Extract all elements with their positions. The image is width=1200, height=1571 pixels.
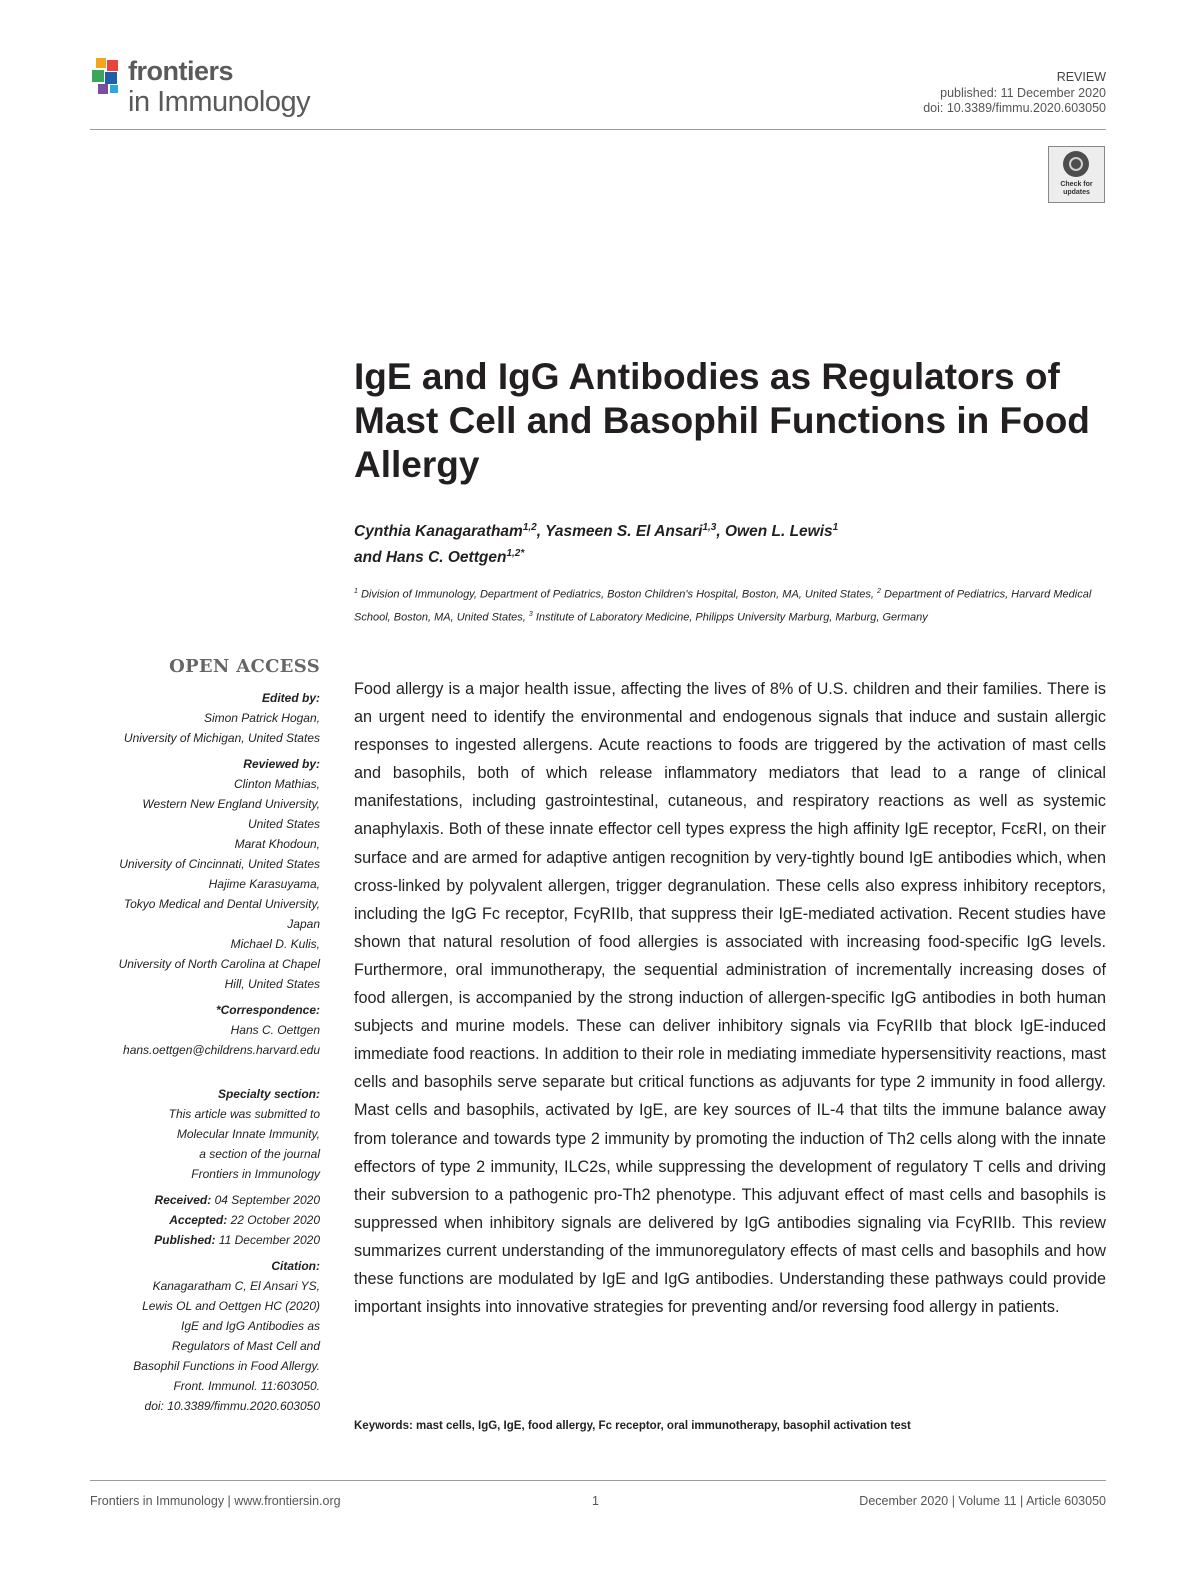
reviewer-line: Western New England University, (142, 797, 320, 811)
affiliation-text: Department of Pediatrics, Harvard Medical School, Boston, MA, United States, (354, 588, 1092, 624)
reviewer-line: Hajime Karasuyama, (208, 877, 320, 891)
author-aff: 1,2 (522, 522, 537, 533)
header-divider (90, 129, 1106, 130)
logo-brand: frontiers (128, 56, 234, 86)
edited-by-label: Edited by: (261, 691, 320, 705)
reviewer-line: Clinton Mathias, (233, 777, 320, 791)
author-name[interactable]: Owen L. Lewis (724, 523, 833, 541)
received-label: Received: (154, 1193, 212, 1207)
author-sep: , (716, 523, 725, 541)
reviewer-line: Hill, United States (224, 977, 320, 991)
logo-journal: in Immunology (128, 86, 311, 118)
correspondence-label: *Correspondence: (215, 1003, 320, 1017)
author-sep: , (536, 523, 546, 541)
article-meta (923, 70, 1106, 117)
article-sidebar (80, 656, 320, 1416)
published-value: 11 December 2020 (218, 1233, 320, 1247)
footer-issue-info: December 2020 | Volume 11 | Article 603050 (859, 1494, 1106, 1508)
editor-line: University of Michigan, United States (123, 731, 320, 745)
published-date: published: 11 December 2020 (940, 85, 1106, 100)
affiliation-text: Institute of Laboratory Medicine, Philipps University Marburg, Marburg, Germany (535, 611, 928, 624)
specialty-line: This article was submitted to (168, 1107, 320, 1121)
specialty-label: Specialty section: (217, 1087, 320, 1101)
received-date (80, 1190, 320, 1210)
author-name[interactable]: Yasmeen S. El Ansari (545, 523, 703, 541)
reviewer-line: University of Cincinnati, United States (119, 857, 320, 871)
footer-divider (90, 1480, 1106, 1481)
affiliation-number: 2 (877, 588, 881, 595)
citation-line: IgE and IgG Antibodies as (181, 1319, 320, 1333)
specialty-line: Frontiers in Immunology (191, 1167, 320, 1181)
specialty-line: a section of the journal (199, 1147, 320, 1161)
accepted-date (80, 1210, 320, 1230)
reviewer-line: Japan (287, 917, 320, 931)
published-date-sidebar (80, 1230, 320, 1250)
reviewer-line: University of North Carolina at Chapel (118, 957, 320, 971)
reviewer-line: United States (247, 817, 320, 831)
check-updates-icon (1063, 151, 1089, 177)
author-aff: 1,3 (702, 522, 717, 533)
author-name[interactable]: and Hans C. Oettgen (354, 549, 507, 567)
article-type: REVIEW (1056, 70, 1106, 84)
reviewer-line: Marat Khodoun, (234, 837, 320, 851)
citation-line: Regulators of Mast Cell and (171, 1339, 320, 1353)
page-number: 1 (592, 1494, 599, 1508)
frontiers-logo-icon (90, 56, 124, 100)
citation-line: Basophil Functions in Food Allergy. (133, 1359, 320, 1373)
check-for-updates-button[interactable] (1048, 146, 1105, 203)
citation-line: Lewis OL and Oettgen HC (2020) (142, 1299, 320, 1313)
author-name[interactable]: Cynthia Kanagaratham (354, 523, 523, 541)
reviewer-line: Tokyo Medical and Dental University, (123, 897, 320, 911)
affiliations (354, 582, 1114, 627)
author-aff: 1,2* (506, 548, 525, 560)
correspondence-email[interactable]: hans.oettgen@childrens.harvard.edu (123, 1043, 320, 1057)
published-label: Published: (154, 1233, 216, 1247)
affiliation-number: 1 (354, 588, 358, 595)
reviewed-by-label: Reviewed by: (243, 757, 320, 771)
reviewer-line: Michael D. Kulis, (230, 937, 320, 951)
check-updates-label: Check for updates (1060, 181, 1093, 196)
author-aff: 1 (832, 522, 839, 533)
author-list (354, 517, 1114, 569)
editor-line: Simon Patrick Hogan, (203, 711, 320, 725)
abstract: Food allergy is a major health issue, affecting the lives of 8% of U.S. children and their families. There is an urgent need to identify the environmental and endogenous signals that induce and sustain allergic responses to ingested allergens. Acute reactions to foods are triggered by the activation of mast cells and basophils, both of which release inflammatory mediators that lead to a range of clinical manifestations, including gastrointestinal, cutaneous, and respiratory reactions as well as systemic anaphylaxis. Both of these innate effector cell types express the high affinity IgE receptor, FcεRI, on their surface and are armed for adaptive antigen recognition by very-tightly bound IgE antibodies which, when cross-linked by polyvalent allergen, trigger degranulation. These cells also express inhibitory receptors, including the IgG Fc receptor, FcγRIIb, that suppress their IgE-mediated activation. Recent studies have shown that natural resolution of food allergies is associated with increasing food-specific IgG levels. Furthermore, oral immunotherapy, the sequential administration of incrementally increasing doses of food allergen, is accompanied by the strong induction of allergen-specific IgG antibodies in both human subjects and murine models. These can deliver inhibitory signals via FcγRIIb that block IgE-induced immediate food reactions. In addition to their role in mediating immediate hypersensitivity reactions, mast cells and basophils serve separate but critical functions as adjuvants for type 2 immunity in food allergy. Mast cells and basophils, activated by IgE, are key sources of IL-4 that tilts the immune balance away from tolerance and towards type 2 immunity by promoting the induction of Th2 cells along with the innate effectors of type 2 immunity, ILC2s, while suppressing the development of regulatory T cells and driving their subversion to a pathogenic pro-Th2 phenotype. This adjuvant effect of mast cells and basophils is suppressed when inhibitory signals are delivered by IgG antibodies signaling via FcγRIIb. This review summarizes current understanding of the immunoregulatory effects of mast cells and basophils and how these functions are modulated by IgE and IgG antibodies. Understanding these pathways could provide important insights into innovative strategies for preventing and/or reversing food allergy in patients. (354, 680, 1106, 1317)
accepted-value: 22 October 2020 (230, 1213, 320, 1227)
citation-doi[interactable]: doi: 10.3389/fimmu.2020.603050 (144, 1399, 320, 1413)
citation-line: Kanagaratham C, El Ansari YS, (152, 1279, 320, 1293)
specialty-line: Molecular Innate Immunity, (176, 1127, 320, 1141)
footer-journal-link[interactable]: Frontiers in Immunology | www.frontiersin.org (90, 1494, 341, 1508)
affiliation-number: 3 (528, 610, 533, 618)
correspondence-name: Hans C. Oettgen (230, 1023, 320, 1037)
citation-label: Citation: (271, 1259, 320, 1273)
accepted-label: Accepted: (169, 1213, 228, 1227)
affiliation-text: Division of Immunology, Department of Pediatrics, Boston Children's Hospital, Boston, MA, United States, (360, 588, 878, 601)
received-value: 04 September 2020 (214, 1193, 320, 1207)
journal-logo[interactable] (90, 52, 350, 122)
open-access-label: OPEN ACCESS (169, 656, 320, 677)
citation-line: Front. Immunol. 11:603050. (173, 1379, 320, 1393)
article-title: IgE and IgG Antibodies as Regulators of Mast Cell and Basophil Functions in Food Allergy (354, 356, 1090, 485)
doi-link[interactable]: doi: 10.3389/fimmu.2020.603050 (923, 101, 1106, 115)
keywords: Keywords: mast cells, IgG, IgE, food allergy, Fc receptor, oral immunotherapy, basophil activation test (354, 1420, 911, 1432)
